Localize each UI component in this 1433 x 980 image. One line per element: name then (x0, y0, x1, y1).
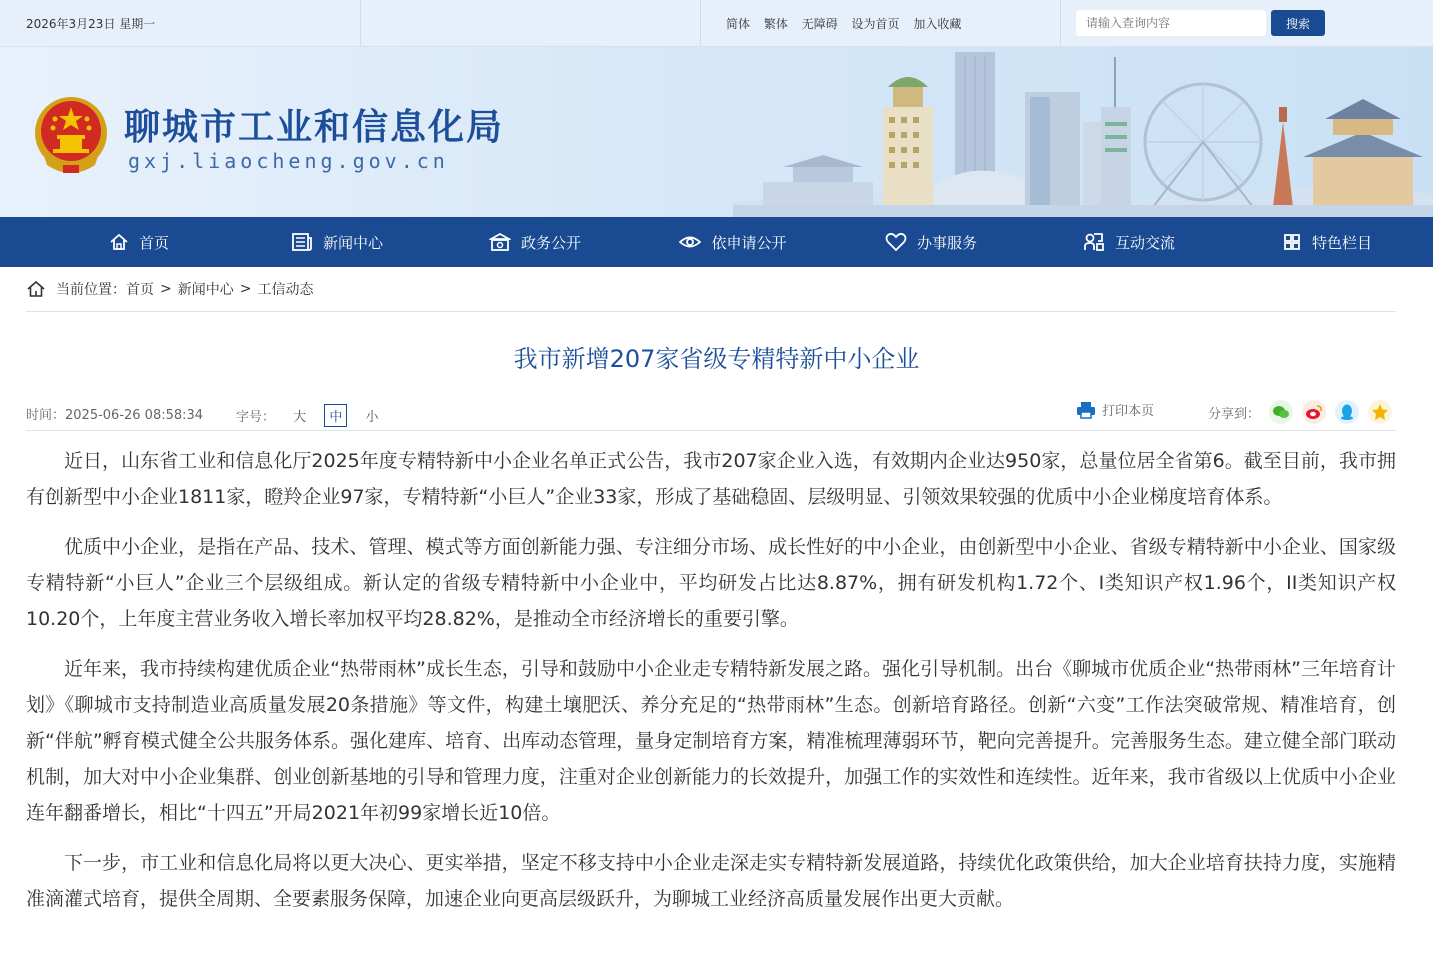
breadcrumb-current[interactable]: 工信动态 (257, 282, 314, 298)
site-banner (0, 47, 1433, 217)
nav-item-services[interactable] (832, 217, 1030, 267)
eye-icon (679, 232, 701, 252)
search-button[interactable]: 搜索 (1271, 10, 1325, 36)
government-icon (489, 232, 511, 252)
printer-icon (1076, 401, 1096, 419)
link-simplified[interactable]: 简体 (726, 17, 751, 31)
article-paragraph: 优质中小企业，是指在产品、技术、管理、模式等方面创新能力强、专注细分市场、成长性好的中小企业，由创新型中小企业、省级专精特新中小企业、国家级专精特新“小巨人”企业三个层级组成。新认定的省级专精特新中小企业中，平均研发占比达8.87%，拥有研发机构1.72个、I类知识产权1.96个，II类知识产权10.20个，上年度主营业务收入增长率加权平均28.82%，是推动全市经济增长的重要引擎。 (26, 536, 1396, 630)
divider (360, 0, 361, 46)
qzone-icon[interactable] (1368, 400, 1392, 424)
top-bar (0, 0, 1433, 47)
article-paragraph: 近年来，我市持续构建优质企业“热带雨林”成长生态，引导和鼓励中小企业走专精特新发展之路。强化引导机制。出台《聊城市优质企业“热带雨林”三年培育计划》《聊城市支持制造业高质量发展20条措施》等文件，构建土壤肥沃、养分充足的“热带雨林”生态。创新培育路径。创新“六变”工作法突破常规、精准培育，创新“伴航”孵育模式健全公共服务体系。强化建库、培育、出库动态管理，量身定制培育方案，精准梳理薄弱环节，靶向完善提升。完善服务生态。建立健全部门联动机制，加大对中小企业集群、创业创新基地的引导和管理力度，注重对企业创新能力的长效提升，加强工作的实效性和连续性。近年来，我市省级以上优质中小企业连年翻番增长，相比“十四五”开局2021年初99家增长近10倍。 (26, 658, 1396, 824)
nav-label: 新闻中心 (322, 233, 383, 252)
nav-item-government[interactable] (436, 217, 634, 267)
national-emblem-icon (33, 95, 109, 175)
article-meta (26, 400, 1396, 431)
link-set-homepage[interactable]: 设为首页 (851, 17, 900, 31)
print-button[interactable] (1076, 400, 1154, 419)
nav-label: 依申请公开 (711, 233, 787, 252)
nav-item-home[interactable] (40, 217, 238, 267)
font-size-small[interactable]: 小 (365, 410, 379, 425)
nav-item-news[interactable] (238, 217, 436, 267)
font-size-large[interactable]: 大 (293, 410, 307, 425)
nav-item-request[interactable] (634, 217, 832, 267)
main-nav (0, 217, 1433, 267)
interaction-icon (1083, 232, 1105, 252)
current-date: 2026年3月23日 星期一 (26, 17, 156, 31)
heart-icon (885, 232, 907, 252)
share-label: 分享到： (1208, 406, 1261, 422)
print-label: 打印本页 (1102, 404, 1155, 419)
nav-item-features[interactable] (1228, 217, 1426, 267)
article-title: 我市新增207家省级专精特新中小企业 (513, 345, 920, 373)
nav-label: 办事服务 (916, 233, 977, 252)
nav-item-interaction[interactable] (1030, 217, 1228, 267)
nav-label: 互动交流 (1114, 233, 1175, 252)
publish-time: 时间：2025-06-26 08:58:34 (26, 408, 204, 423)
divider (1060, 0, 1061, 46)
wechat-icon[interactable] (1269, 400, 1293, 424)
font-size-medium[interactable]: 中 (324, 404, 347, 427)
qq-icon[interactable] (1335, 400, 1359, 424)
breadcrumb-separator: > (160, 281, 172, 297)
site-title: 聊城市工业和信息化局 (124, 107, 505, 148)
nav-label: 特色栏目 (1311, 233, 1372, 252)
font-size-label: 字号： (236, 410, 276, 425)
site-domain: gxj.liaocheng.gov.cn (128, 149, 449, 173)
breadcrumb-news[interactable]: 新闻中心 (177, 282, 234, 298)
home-icon (26, 280, 46, 298)
breadcrumb-home[interactable]: 首页 (126, 282, 154, 298)
share-bar (1208, 400, 1392, 424)
article-body (26, 443, 1396, 917)
breadcrumb (26, 267, 1396, 312)
divider (700, 0, 701, 46)
article-paragraph: 下一步，市工业和信息化局将以更大决心、更实举措，坚定不移支持中小企业走深走实专精特新发展道路，持续优化政策供给，加大企业培育扶持力度，实施精准滴灌式培育，提供全周期、全要素服务保障，加速企业向更高层级跃升，为聊城工业经济高质量发展作出更大贡献。 (26, 852, 1396, 910)
grid-icon (1282, 232, 1302, 252)
home-icon (109, 232, 129, 252)
city-skyline-illustration (733, 47, 1433, 217)
weibo-icon[interactable] (1302, 400, 1326, 424)
nav-label: 政务公开 (520, 233, 581, 252)
breadcrumb-prefix: 当前位置： (56, 282, 126, 298)
article-paragraph: 近日，山东省工业和信息化厅2025年度专精特新中小企业名单正式公告，我市207家企业入选，有效期内企业达950家，总量位居全省第6。截至目前，我市拥有创新型中小企业1811家，瞪羚企业97家，专精特新“小巨人”企业33家，形成了基础稳固、层级明显、引领效果较强的优质中小企业梯度培育体系。 (26, 450, 1396, 508)
link-add-favorite[interactable]: 加入收藏 (913, 17, 962, 31)
link-accessibility[interactable]: 无障碍 (801, 17, 838, 31)
font-size-switcher (236, 404, 378, 427)
nav-label: 首页 (138, 233, 169, 252)
top-links (726, 15, 971, 32)
newspaper-icon (291, 232, 313, 252)
search-input[interactable] (1076, 10, 1266, 36)
link-traditional[interactable]: 繁体 (763, 17, 788, 31)
breadcrumb-separator: > (239, 281, 252, 297)
